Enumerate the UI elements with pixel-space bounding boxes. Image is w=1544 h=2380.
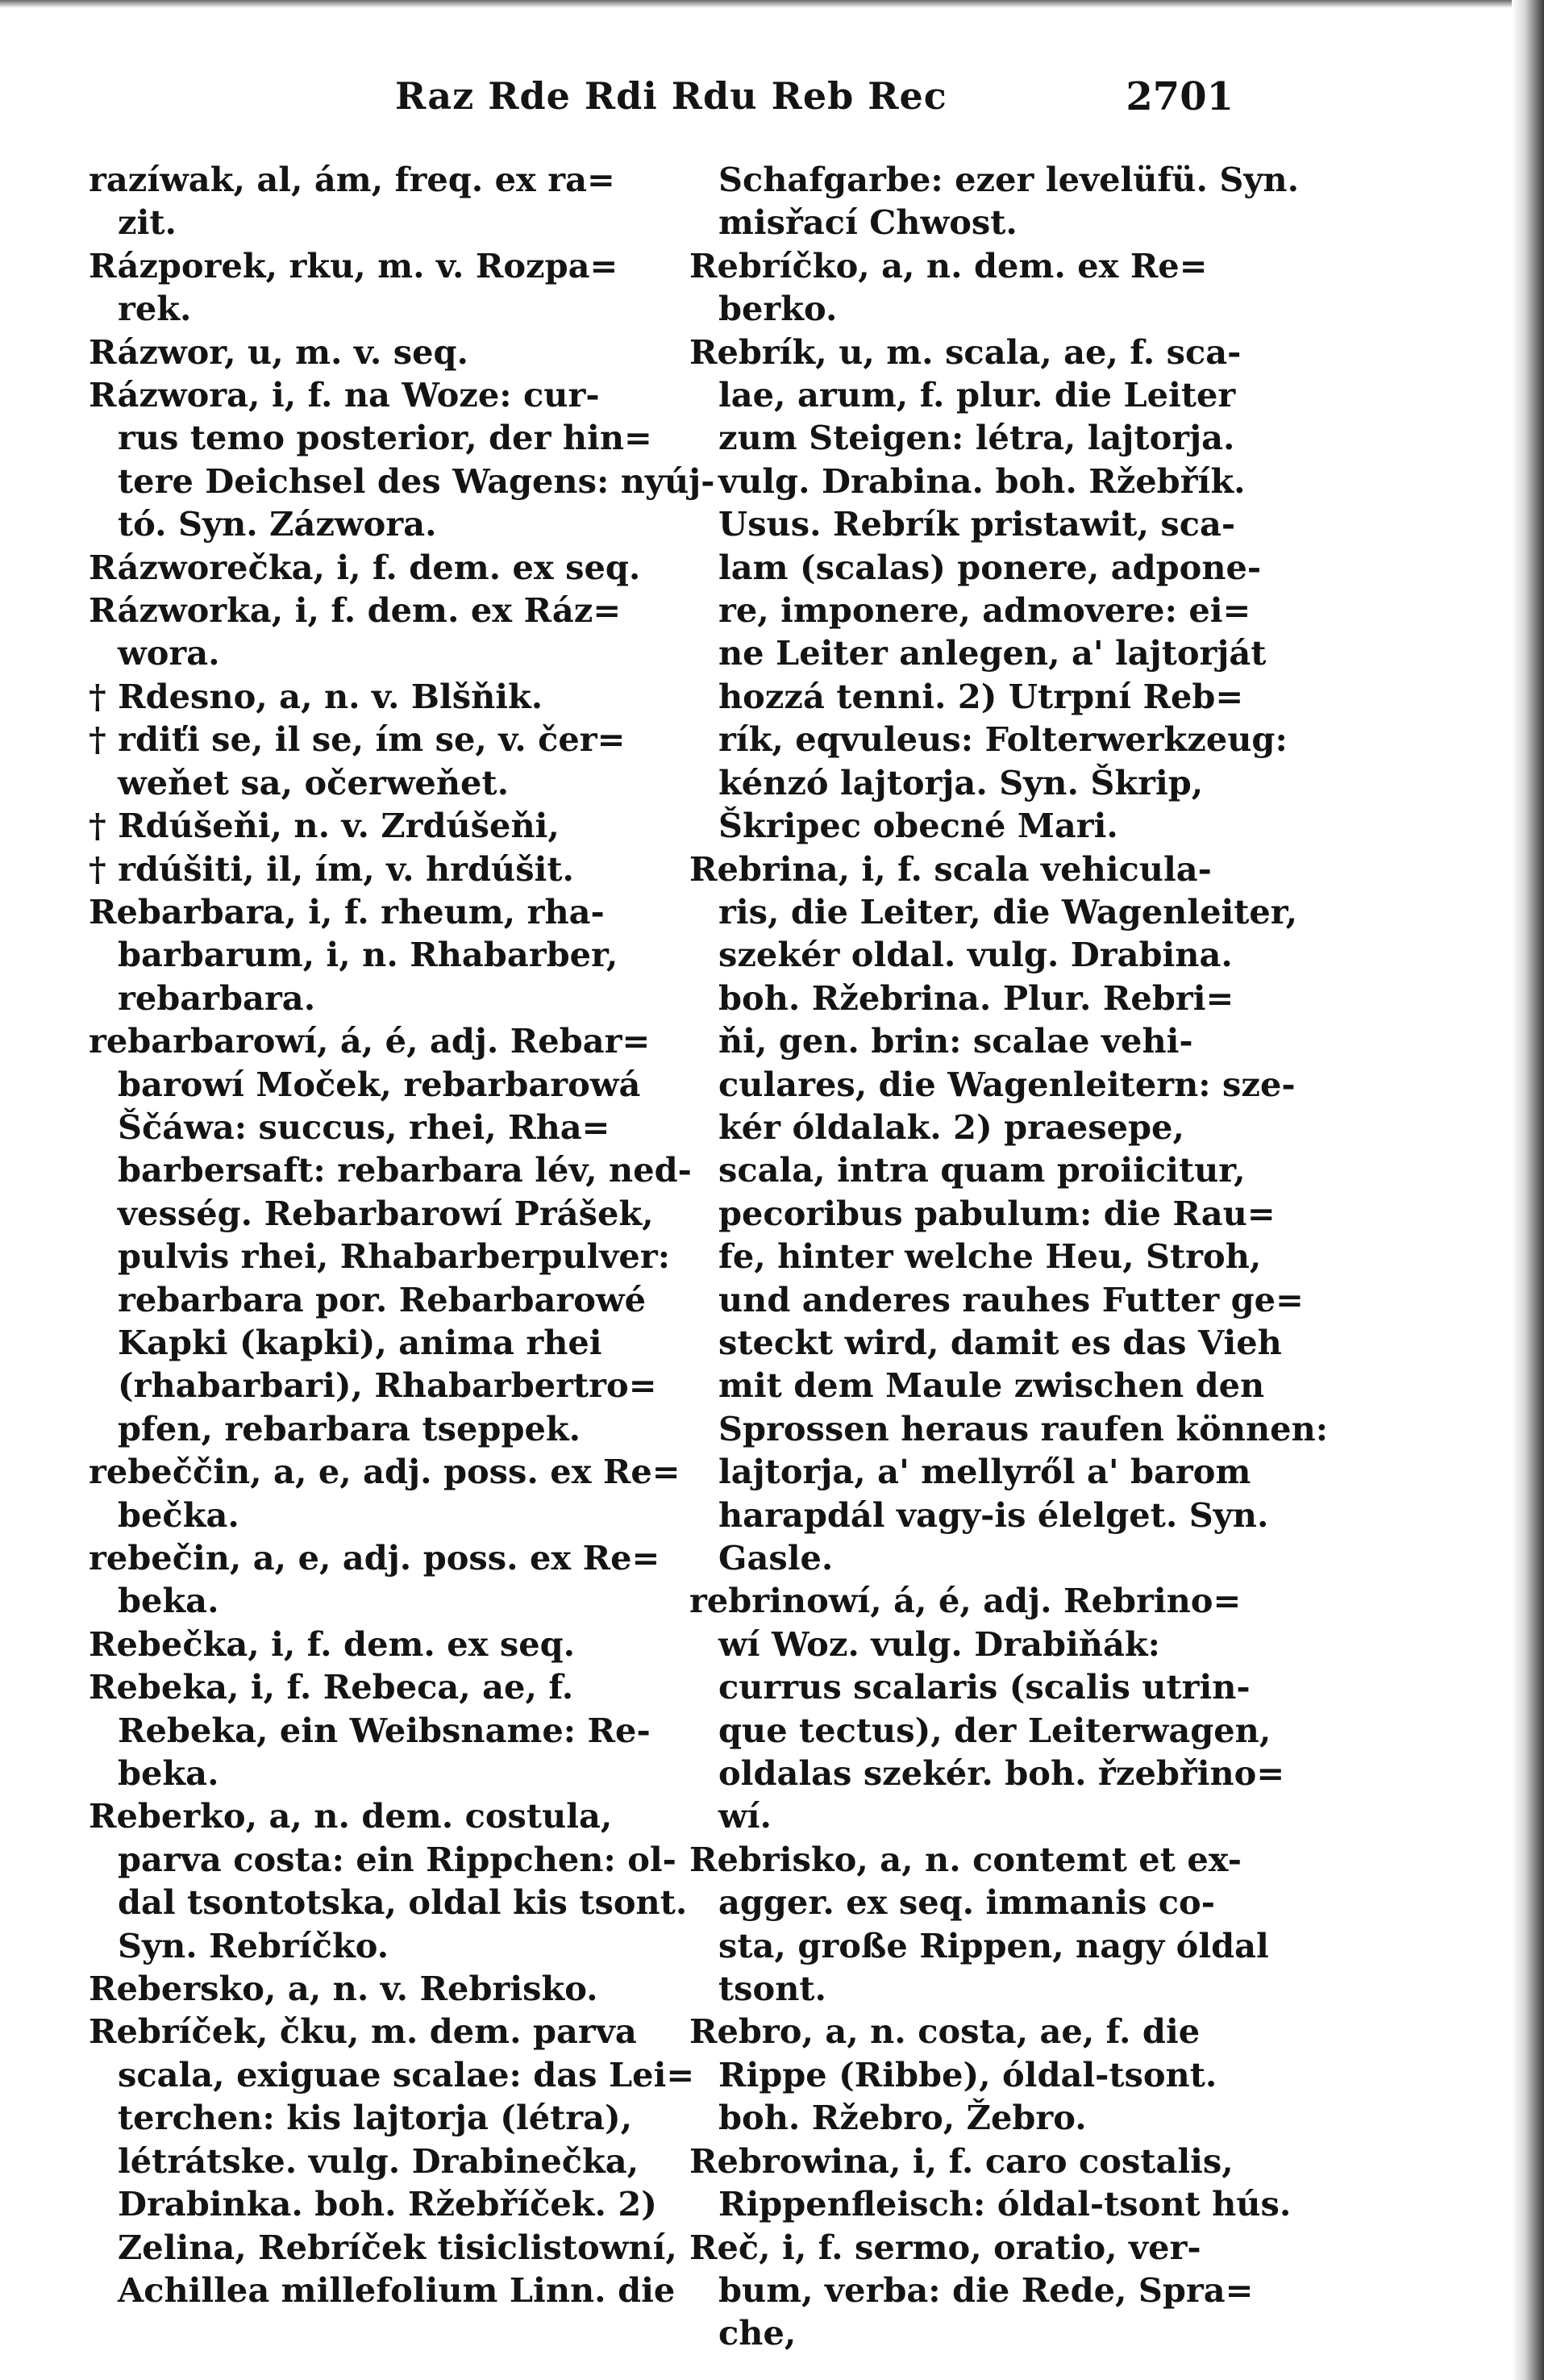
dictionary-line: parva costa: ein Rippchen: ol- — [118, 1839, 676, 1879]
dictionary-line: razíwak, al, ám, freq. ex ra= — [89, 160, 615, 199]
dictionary-line: lam (scalas) ponere, adpone- — [718, 547, 1262, 587]
dictionary-line: zum Steigen: létra, lajtorja. — [718, 418, 1235, 458]
dictionary-line: létrátske. vulg. Drabinečka, — [118, 2140, 639, 2181]
dictionary-line: harapdál vagy-is élelget. Syn. — [718, 1494, 1269, 1535]
dictionary-line: wí. — [718, 1796, 772, 1836]
dictionary-line: weňet sa, očerweňet. — [118, 762, 510, 802]
dictionary-line: pfen, rebarbara tseppek. — [118, 1408, 581, 1448]
right-column — [689, 158, 1329, 2355]
dictionary-line: Drabinka. boh. Ržebříček. 2) — [118, 2184, 657, 2224]
dictionary-line: Achillea millefolium Linn. die — [118, 2270, 676, 2310]
dictionary-line: † rdiťi se, il se, ím se, v. čer= — [89, 719, 626, 760]
dictionary-line: hozzá tenni. 2) Utrpní Reb= — [718, 676, 1244, 716]
dictionary-line: barbarum, i, n. Rhabarber, — [118, 935, 618, 975]
dictionary-line: zit. — [118, 202, 177, 243]
dictionary-line: Rebro, a, n. costa, ae, f. die — [689, 2011, 1201, 2052]
dictionary-line: und anderes rauhes Futter ge= — [718, 1279, 1304, 1319]
dictionary-line: wí Woz. vulg. Drabiňák: — [718, 1623, 1160, 1664]
dictionary-line: Rebríčko, a, n. dem. ex Re= — [689, 245, 1208, 286]
dictionary-line: Rebečka, i, f. dem. ex seq. — [89, 1623, 576, 1664]
dictionary-line: rík, eqvuleus: Folterwerkzeug: — [718, 719, 1288, 760]
dictionary-line: fe, hinter welche Heu, Stroh, — [718, 1236, 1262, 1277]
dictionary-line: pecoribus pabulum: die Rau= — [718, 1193, 1276, 1233]
dictionary-line: scala, exiguae scalae: das Lei= — [118, 2054, 695, 2094]
dictionary-line: Ščáwa: succus, rhei, Rha= — [118, 1107, 610, 1147]
dictionary-line: kér óldalak. 2) praesepe, — [718, 1107, 1184, 1147]
dictionary-line: rebarbarowí, á, é, adj. Rebar= — [89, 1021, 651, 1061]
dictionary-line: barowí Moček, rebarbarowá — [118, 1064, 641, 1104]
page-edge-shadow — [1512, 0, 1544, 2380]
dictionary-line: beka. — [118, 1581, 219, 1621]
guide-words: Raz Rde Rdi Rdu Reb Rec — [395, 74, 947, 118]
dictionary-line: boh. Ržebrina. Plur. Rebri= — [718, 977, 1234, 1018]
dictionary-line: mit dem Maule zwischen den — [718, 1365, 1265, 1406]
dictionary-line: Rebrowina, i, f. caro costalis, — [689, 2140, 1234, 2181]
dictionary-line: Rázwora, i, f. na Woze: cur- — [89, 375, 600, 415]
dictionary-line: rebeččin, a, e, adj. poss. ex Re= — [89, 1452, 680, 1492]
dictionary-line: misřací Chwost. — [718, 202, 1018, 243]
dictionary-line: vulg. Drabina. boh. Ržebřík. — [718, 461, 1246, 501]
dictionary-line: ris, die Leiter, die Wagenleiter, — [718, 891, 1298, 932]
dictionary-line: berko. — [718, 289, 838, 329]
dictionary-line: Sprossen heraus raufen können: — [718, 1408, 1329, 1448]
dictionary-line: ňi, gen. brin: scalae vehi- — [718, 1021, 1193, 1061]
dictionary-line: rus temo posterior, der hin= — [118, 418, 652, 458]
dictionary-line: Rebrisko, a, n. contemt et ex- — [689, 1839, 1242, 1879]
dictionary-line: Rebrina, i, f. scala vehicula- — [689, 848, 1212, 889]
dictionary-line: vesség. Rebarbarowí Prášek, — [118, 1193, 654, 1233]
dictionary-line: lajtorja, a' mellyről a' barom — [718, 1452, 1251, 1492]
dictionary-line: sta, große Rippen, nagy óldal — [718, 1925, 1269, 1965]
dictionary-line: Reč, i, f. sermo, oratio, ver- — [689, 2227, 1201, 2267]
dictionary-line: Gasle. — [718, 1538, 834, 1578]
dictionary-line: que tectus), der Leiterwagen, — [718, 1710, 1271, 1750]
dictionary-line: dal tsontotska, oldal kis tsont. — [118, 1882, 688, 1923]
dictionary-line: Rebrík, u, m. scala, ae, f. sca- — [689, 331, 1242, 372]
dictionary-line: boh. Ržebro, Žebro. — [718, 2098, 1087, 2138]
dictionary-line: Rebersko, a, n. v. Rebrisko. — [89, 1969, 598, 2009]
dictionary-line: lae, arum, f. plur. die Leiter — [718, 375, 1236, 415]
dictionary-line: tsont. — [718, 1969, 827, 2009]
dictionary-line: Reberko, a, n. dem. costula, — [89, 1796, 613, 1836]
dictionary-line: † rdúšiti, il, ím, v. hrdúšit. — [89, 848, 574, 889]
dictionary-line: Usus. Rebrík pristawit, sca- — [718, 504, 1236, 544]
dictionary-line: † Rdúšeňi, n. v. Zrdúšeňi, — [89, 806, 560, 846]
dictionary-line: Rebríček, čku, m. dem. parva — [89, 2011, 637, 2052]
dictionary-line: ne Leiter anlegen, a' lajtorját — [718, 633, 1267, 673]
dictionary-line: Rebarbara, i, f. rheum, rha- — [89, 891, 605, 932]
left-column — [89, 158, 715, 2311]
dictionary-line: szekér oldal. vulg. Drabina. — [718, 935, 1233, 975]
dictionary-line: rebarbara. — [118, 977, 316, 1018]
page-header — [89, 74, 1234, 131]
dictionary-line: Rázwor, u, m. v. seq. — [89, 331, 468, 372]
dictionary-line: Rázworečka, i, f. dem. ex seq. — [89, 547, 641, 587]
dictionary-line: oldalas szekér. boh. řzebřino= — [718, 1753, 1285, 1794]
dictionary-line: Rázporek, rku, m. v. Rozpa= — [89, 245, 618, 286]
dictionary-line: Rippenfleisch: óldal-tsont hús. — [718, 2184, 1292, 2224]
dictionary-line: kénzó lajtorja. Syn. Škrip, — [718, 762, 1204, 802]
dictionary-line: barbersaft: rebarbara lév, ned- — [118, 1150, 692, 1190]
dictionary-line: scala, intra quam proiicitur, — [718, 1150, 1246, 1190]
dictionary-line: agger. ex seq. immanis co- — [718, 1882, 1215, 1923]
dictionary-line: steckt wird, damit es das Vieh — [718, 1322, 1282, 1362]
dictionary-line: beka. — [118, 1753, 219, 1794]
dictionary-line: culares, die Wagenleitern: sze- — [718, 1064, 1296, 1104]
dictionary-line: Rázworka, i, f. dem. ex Ráz= — [89, 590, 622, 631]
dictionary-line: bum, verba: die Rede, Spra= — [718, 2270, 1254, 2310]
dictionary-line: Rippe (Ribbe), óldal-tsont. — [718, 2054, 1217, 2094]
dictionary-line: wora. — [118, 633, 220, 673]
dictionary-line: Škripec obecné Mari. — [718, 806, 1118, 846]
dictionary-line: rebrinowí, á, é, adj. Rebrino= — [689, 1581, 1242, 1621]
dictionary-line: Zelina, Rebríček tisiclistowní, — [118, 2227, 677, 2267]
dictionary-line: † Rdesno, a, n. v. Blšňik. — [89, 676, 543, 716]
dictionary-line: Rebeka, i, f. Rebeca, ae, f. — [89, 1667, 574, 1707]
dictionary-line: rebečin, a, e, adj. poss. ex Re= — [89, 1538, 660, 1578]
dictionary-line: pulvis rhei, Rhabarberpulver: — [118, 1236, 671, 1277]
page-number: 2701 — [1126, 74, 1234, 119]
page-top-edge — [0, 0, 1544, 8]
dictionary-line: Syn. Rebríčko. — [118, 1925, 389, 1965]
dictionary-line: tere Deichsel des Wagens: nyúj- — [118, 461, 715, 501]
dictionary-line: re, imponere, admovere: ei= — [718, 590, 1251, 631]
dictionary-line: bečka. — [118, 1494, 239, 1535]
dictionary-line: currus scalaris (scalis utrin- — [718, 1667, 1251, 1707]
dictionary-line: che, — [718, 2313, 797, 2353]
dictionary-line: (rhabarbari), Rhabarbertro= — [118, 1365, 657, 1406]
dictionary-line: terchen: kis lajtorja (létra), — [118, 2098, 633, 2138]
dictionary-line: Schafgarbe: ezer levelüfü. Syn. — [718, 160, 1300, 199]
dictionary-line: Kapki (kapki), anima rhei — [118, 1322, 602, 1362]
dictionary-line: Rebeka, ein Weibsname: Re- — [118, 1710, 651, 1750]
dictionary-line: tó. Syn. Zázwora. — [118, 504, 437, 544]
dictionary-line: rek. — [118, 289, 192, 329]
dictionary-line: rebarbara por. Rebarbarowé — [118, 1279, 647, 1319]
